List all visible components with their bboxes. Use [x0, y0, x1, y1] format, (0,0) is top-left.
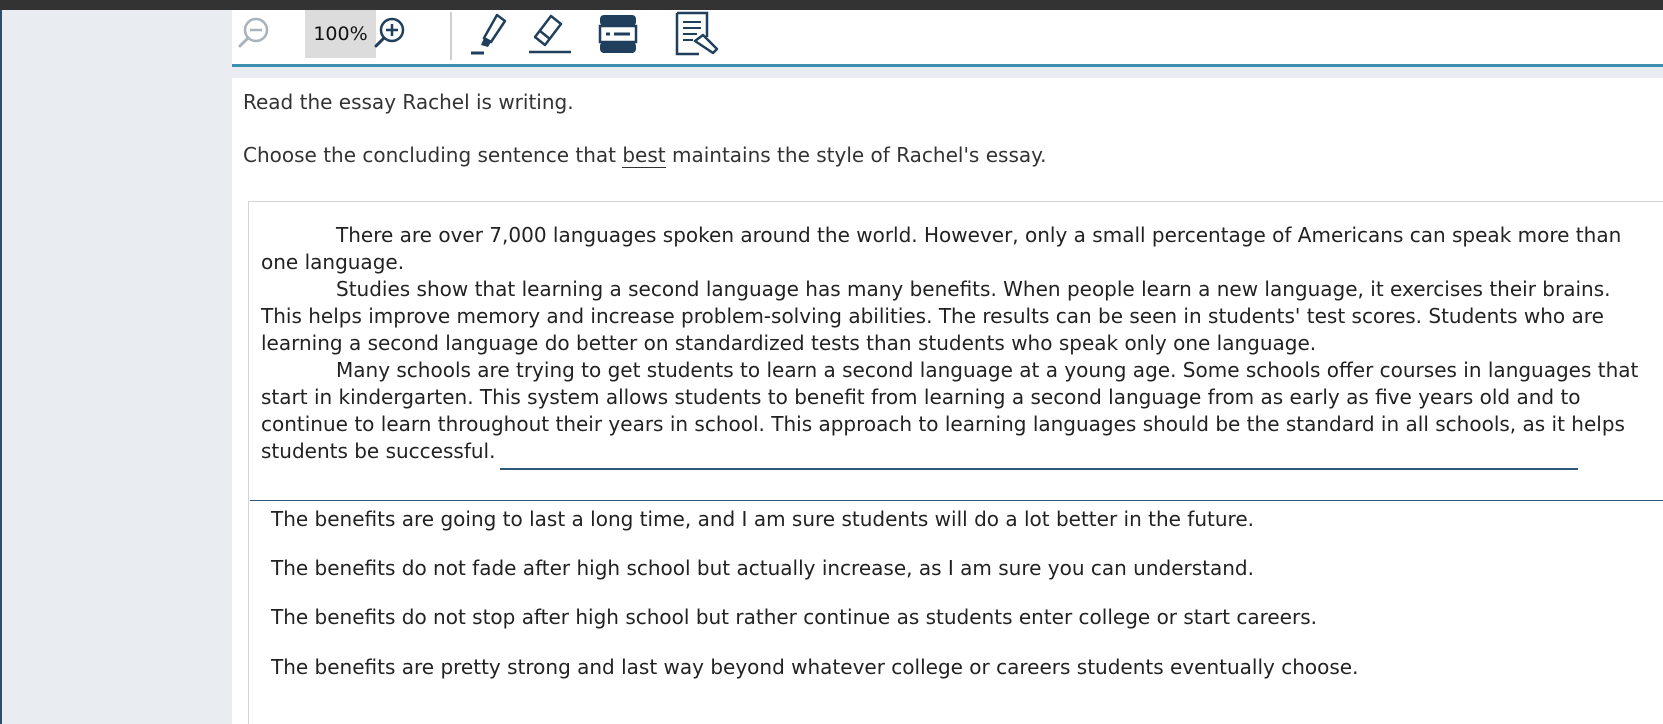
- toolbar: [232, 10, 1663, 65]
- line-reader-icon: [597, 12, 639, 56]
- notepad-button[interactable]: [672, 10, 722, 58]
- highlighter-button[interactable]: [468, 10, 520, 58]
- essay-paragraph-1: There are over 7,000 languages spoken around the world. However, only a small percentage of Americans can speak more than one language.: [261, 223, 1622, 274]
- essay-paragraph-3: [261, 357, 1656, 470]
- instruction-read-essay: Read the essay Rachel is writing.: [243, 90, 574, 114]
- essay-paragraph-3-text: Many schools are trying to get students to learn a second language at a young age. Some schools offer courses in languages that start in kindergarten. This system allows students to benefit from learning a second language from as early as five years old and to continue to learn throughout their years in school. This approach to learning languages should be the standard in all schools, as it helps students be successful.: [261, 358, 1639, 463]
- answer-option-3[interactable]: The benefits do not stop after high school but rather continue as students enter college or start careers.: [271, 605, 1317, 629]
- zoom-level-display: 100%: [305, 10, 376, 58]
- answer-blank: [500, 468, 1578, 470]
- line-reader-button[interactable]: [595, 10, 641, 58]
- zoom-in-icon: [371, 15, 409, 53]
- highlighter-icon: [469, 12, 519, 56]
- eraser-icon: [525, 12, 575, 56]
- answer-option-4[interactable]: The benefits are pretty strong and last way beyond whatever college or careers students eventually choose.: [271, 655, 1359, 679]
- toolbar-separator: [450, 12, 452, 60]
- essay-divider: [250, 500, 1663, 501]
- essay-paragraph-2: Studies show that learning a second language has many benefits. When people learn a new language, it exercises their brains. This helps improve memory and increase problem-solving abilities. The results can be seen in students' test scores. Students who are learning a second language do better on standardized tests than students who speak only one language.: [261, 277, 1611, 355]
- notepad-icon: [673, 11, 721, 57]
- left-sidebar: [0, 10, 232, 724]
- toolbar-band: [232, 67, 1663, 78]
- instruction-text-after: maintains the style of Rachel's essay.: [665, 143, 1047, 167]
- instruction-text-before: Choose the concluding sentence that: [243, 143, 623, 167]
- zoom-in-button[interactable]: [370, 10, 410, 58]
- window-top-bar: [0, 0, 1663, 10]
- main-content: [232, 10, 1663, 724]
- answer-option-2[interactable]: The benefits do not fade after high school but actually increase, as I am sure you can understand.: [271, 556, 1254, 580]
- essay-passage-panel: [248, 201, 1663, 724]
- essay-text: [261, 222, 1656, 470]
- eraser-button[interactable]: [524, 10, 576, 58]
- zoom-out-icon: [235, 15, 273, 53]
- instruction-emphasis-best: best: [622, 143, 666, 167]
- zoom-out-button[interactable]: [234, 10, 274, 58]
- answer-option-1[interactable]: The benefits are going to last a long time, and I am sure students will do a lot better in the future.: [271, 507, 1254, 531]
- instruction-choose-sentence: [243, 143, 1046, 167]
